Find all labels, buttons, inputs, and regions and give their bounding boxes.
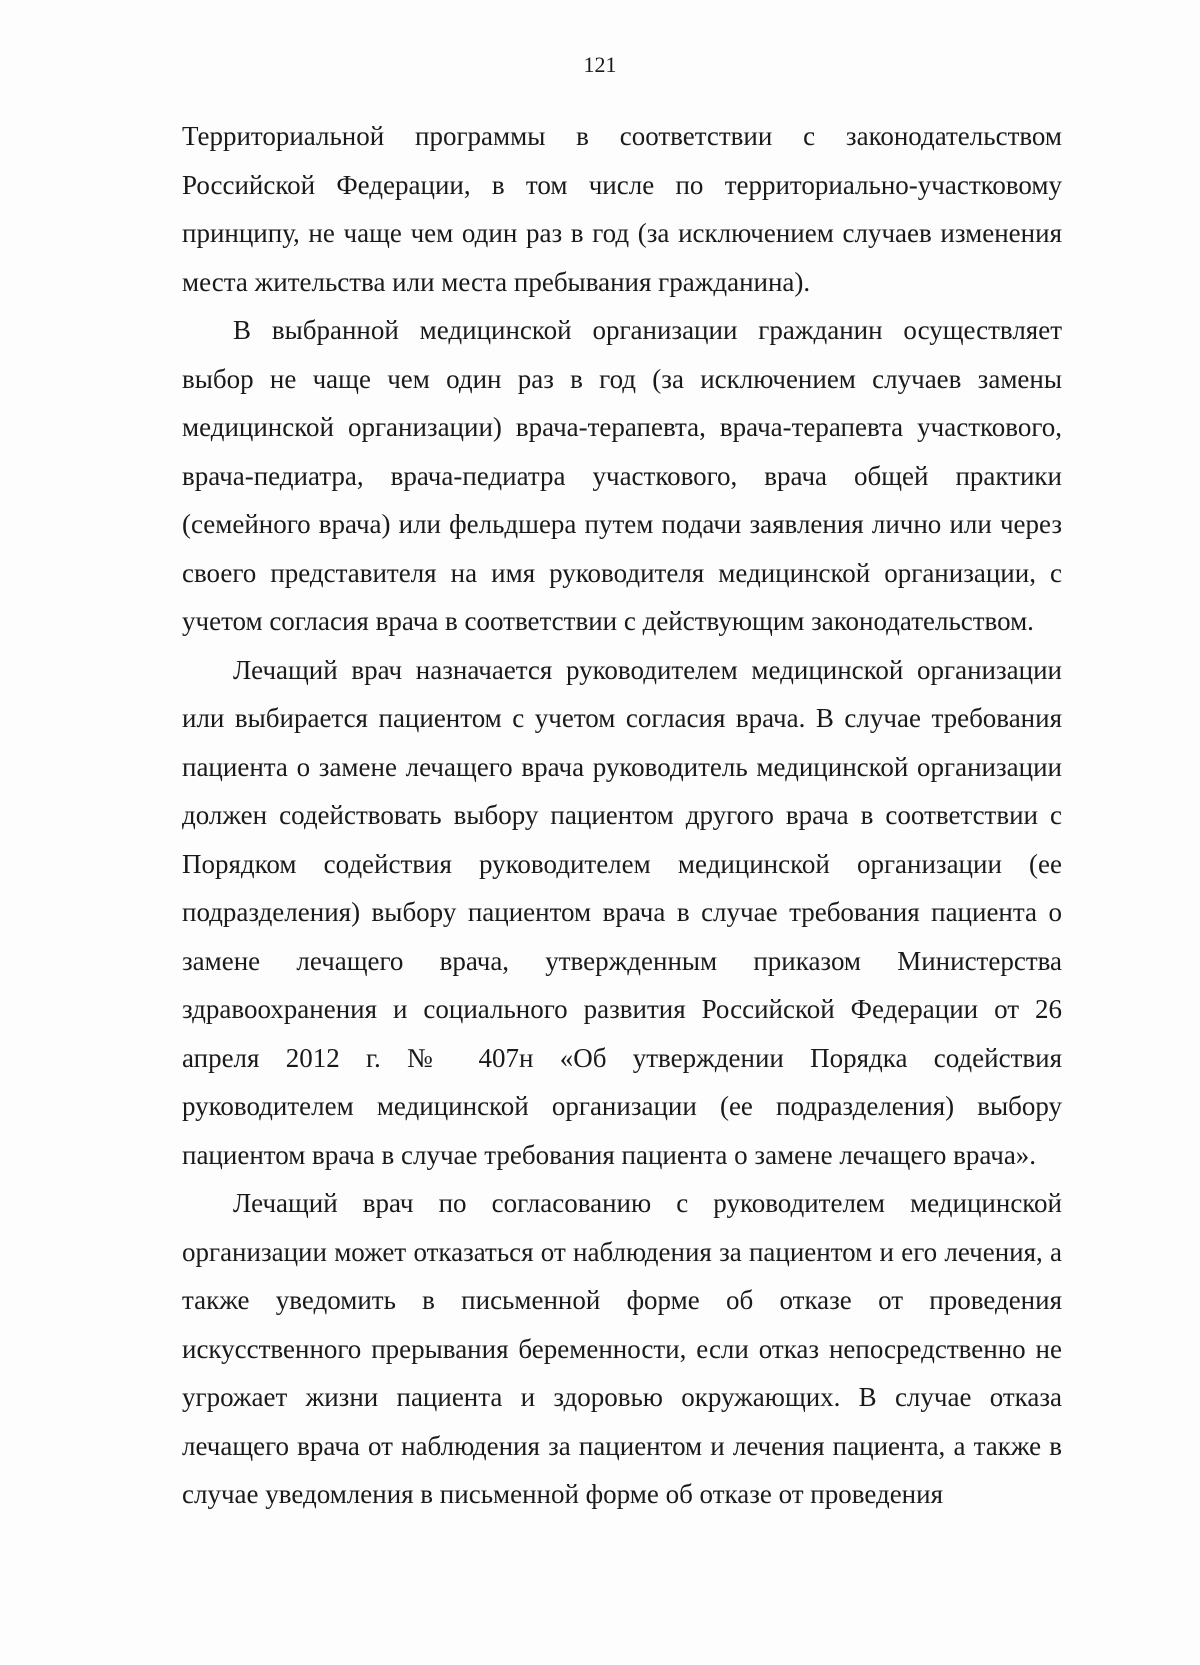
paragraph-continuation: Территориальной программы в соответствии с законодательством Российской Федерации, в том числе по территориально-участковому принципу, не чаще чем один раз в год (за исключением случаев изменения места жительства или места пребывания гражданина).	[182, 121, 1062, 297]
paragraph-doctor-choice: В выбранной медицинской организации гражданин осуществляет выбор не чаще чем один раз в год (за исключением случаев замены медицинской организации) врача-терапевта, врача-терапевта участкового, врача-педиатра, врача-педиатра участкового, врача общей практики (семейного врача) или фельдшера путем подачи заявления лично или через своего представителя на имя руководителя медицинской организации, с учетом согласия врача в соответствии с действующим законодательством.	[182, 315, 1062, 636]
paragraph-doctor-refusal: Лечащий врач по согласованию с руководителем медицинской организации может отказаться от наблюдения за пациентом и его лечения, а также уведомить в письменной форме об отказе от проведения искусственного прерывания беременности, если отказ непосредственно не угрожает жизни пациента и здоровью окружающих. В случае отказа лечащего врача от наблюдения за пациентом и лечения пациента, а также в случае уведомления в письменной форме об отказе от проведения	[182, 1188, 1062, 1509]
page-number: 121	[583, 52, 617, 77]
paragraph-attending-doctor-appointment: Лечащий врач назначается руководителем медицинской организации или выбирается пациентом с учетом согласия врача. В случае требования пациента о замене лечащего врача руководитель медицинской организации должен содействовать выбору пациентом другого врача в соответствии с Порядком содействия руководителем медицинской организации (ее подразделения) выбору пациентом врача в случае требования пациента о замене лечащего врача, утвержденным приказом Министерства здравоохранения и социального развития Российской Федерации от 26 апреля 2012 г. № 407н «Об утверждении Порядка содействия руководителем медицинской организации (ее подразделения) выбору пациентом врача в случае требования пациента о замене лечащего врача».	[182, 654, 1062, 1170]
document-body	[182, 112, 1062, 1519]
